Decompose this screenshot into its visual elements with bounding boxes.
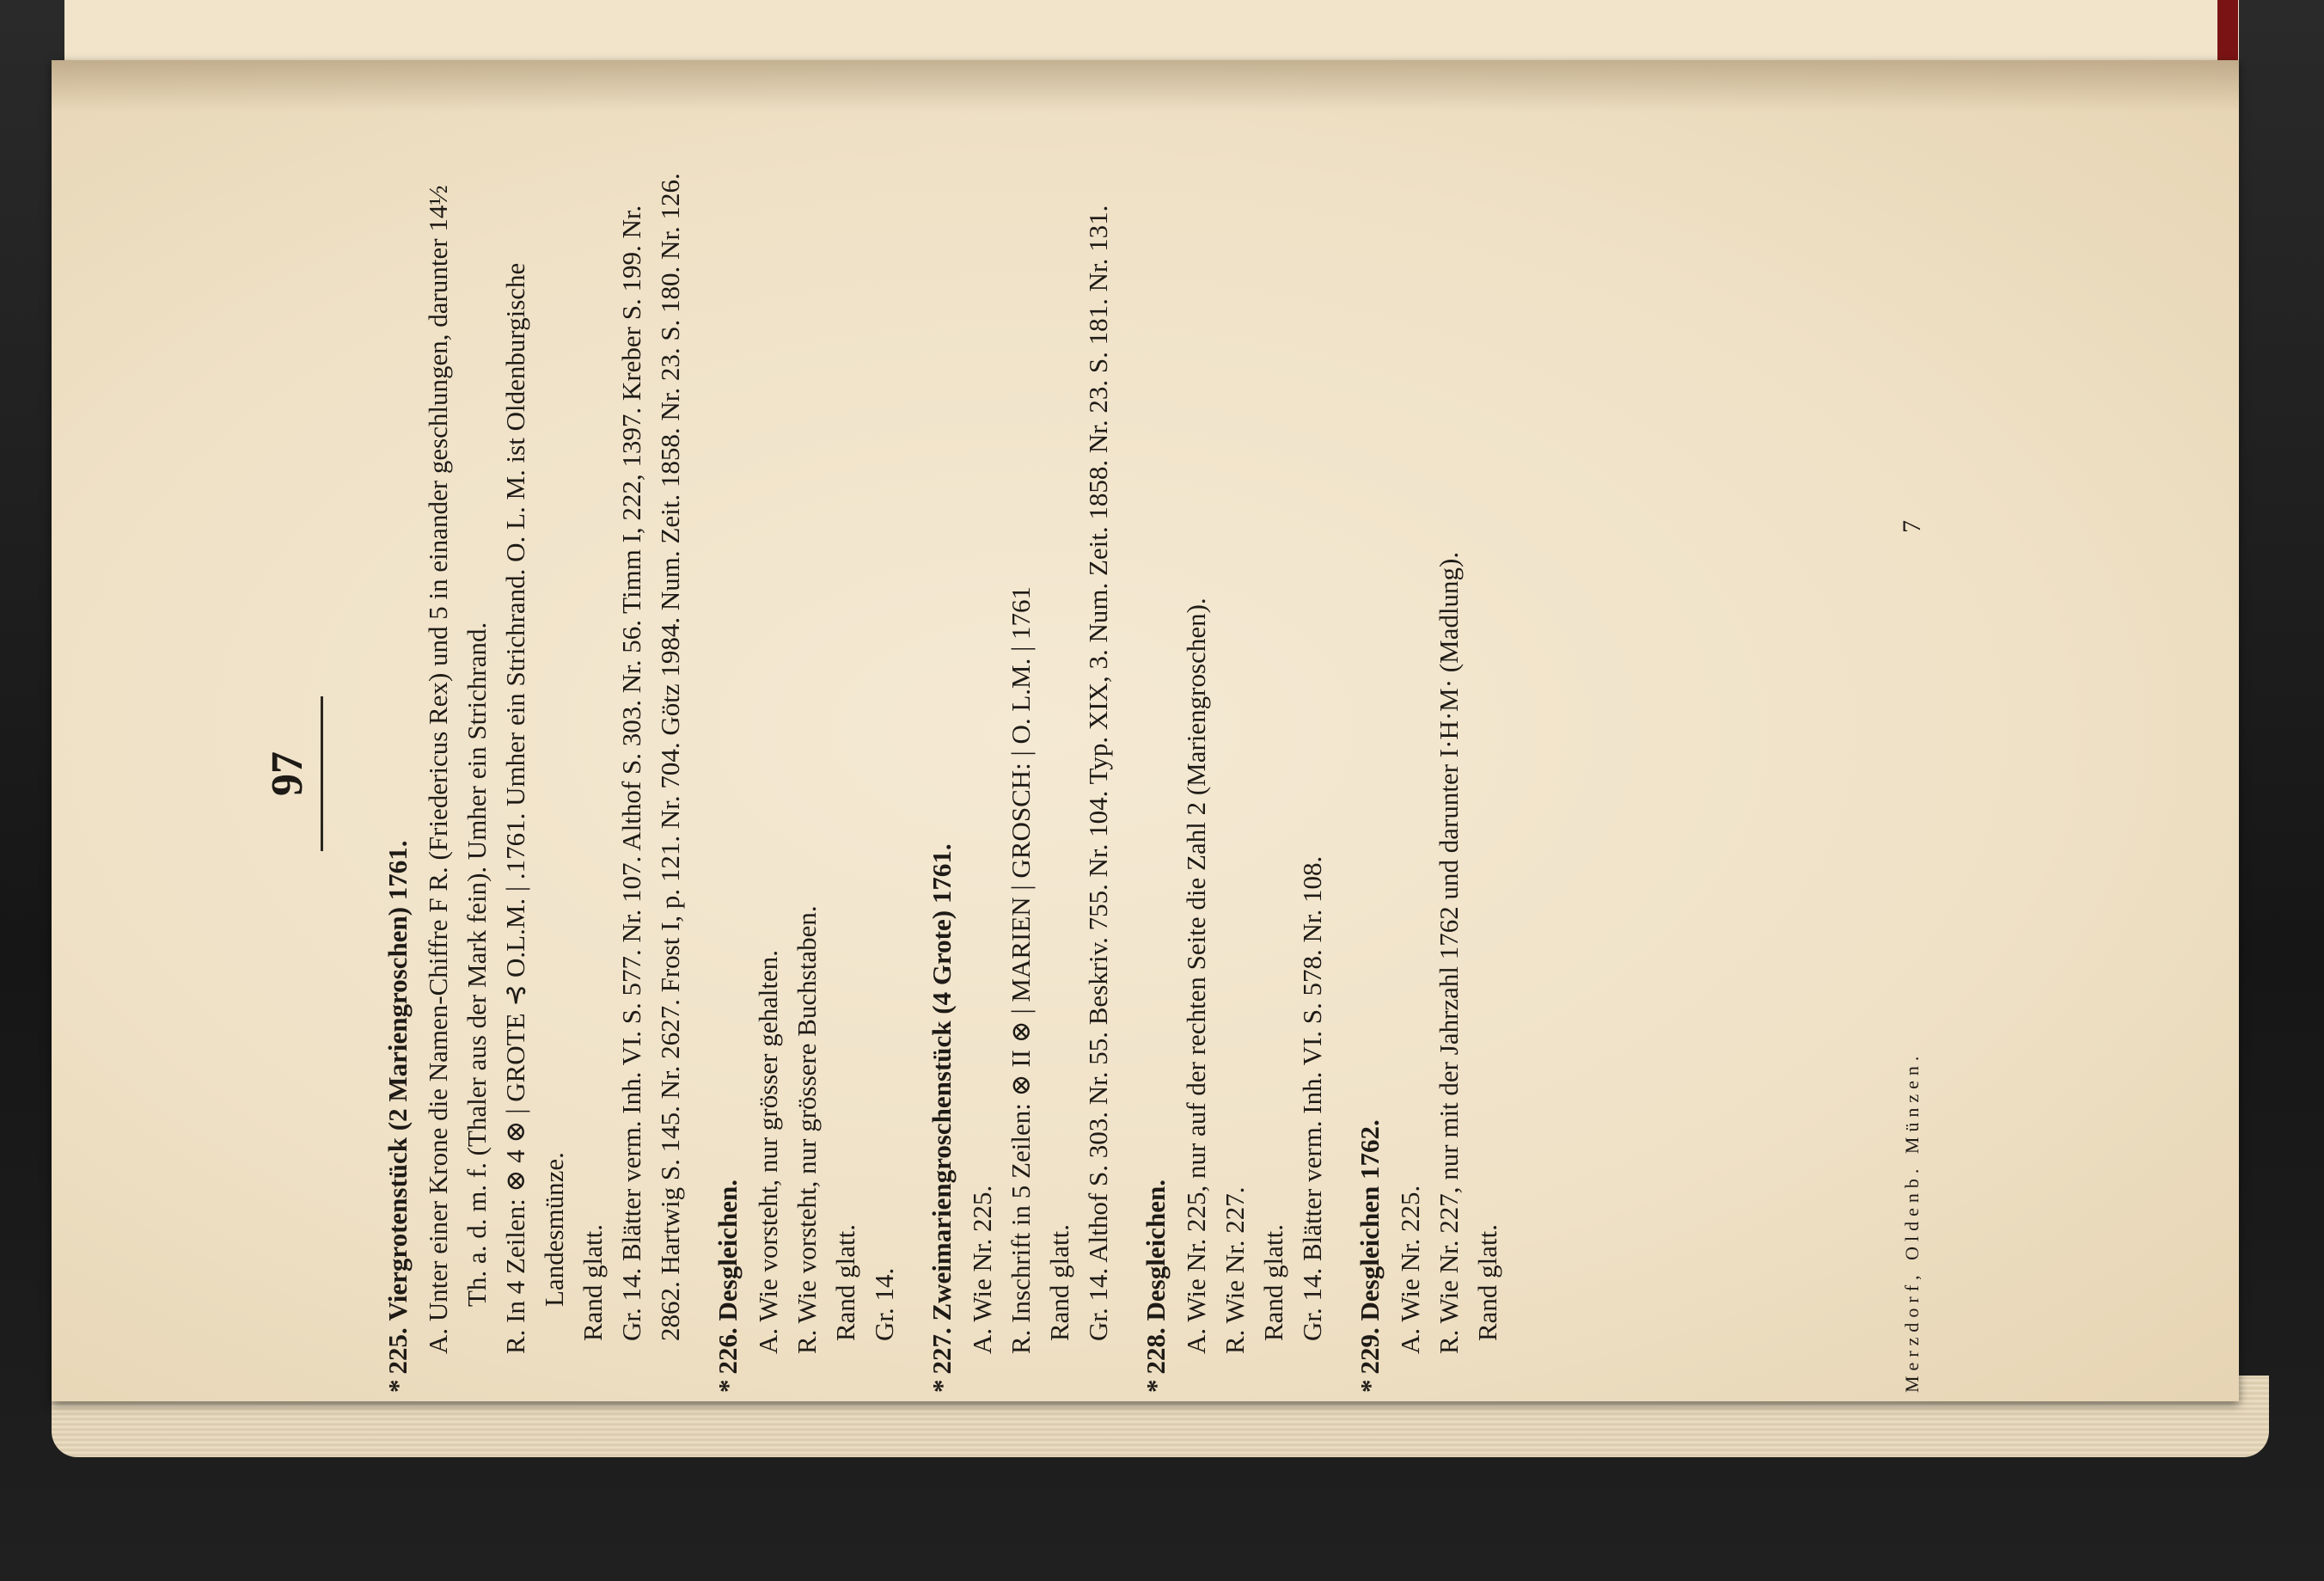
entry-star: * xyxy=(382,1379,413,1393)
entry-heading: Desgleichen. xyxy=(712,1180,743,1321)
entry-line-obverse: A. Wie Nr. 225. xyxy=(1395,1185,1425,1354)
entry-title xyxy=(1350,172,1389,1393)
header-rule xyxy=(321,696,323,851)
entry-number: 226. xyxy=(712,1327,743,1375)
entry-line-reverse: R. Wie vorsteht, nur grössere Buchstaben. xyxy=(792,905,822,1354)
entry-line-references: Gr. 14. xyxy=(869,1267,899,1341)
entry-heading: Desgleichen 1762. xyxy=(1355,1119,1385,1321)
sheet-number: 7 xyxy=(1898,520,1926,533)
entry-line-obverse: A. Wie vorsteht, nur grösser gehalten. xyxy=(753,950,783,1354)
entry-line-reverse: R. Wie Nr. 227, nur mit der Jahrzahl 1762 und darunter I·H·M· (Madlung). xyxy=(1434,551,1464,1354)
entry-title xyxy=(1136,172,1175,1393)
entry-line-obverse: A. Unter einer Krone die Namen-Chiffre F R. (Friedericus Rex) und 5 in einander geschlungen, darunter 14½ Th. a. d. m. f. (Thaler aus der Mark fein). Umher ein Strichrand. xyxy=(423,185,492,1354)
catalog-entry-229 xyxy=(1350,172,1507,1393)
entry-title xyxy=(378,172,417,1393)
entry-line-references: Gr. 14. Blätter verm. Inh. VI. S. 577. Nr. 107. Althof S. 303. Nr. 56. Timm I, 222, 1397. Kreber S. 199. Nr. 2862. Hartwig S. 145. Nr. 2627. Frost I, p. 121. Nr. 704. Götz 1984. Num. Zeit. 1858. Nr. 23. S. 180. Nr. 126. xyxy=(616,173,685,1341)
entry-number: 227. xyxy=(927,1327,957,1375)
rotated-text-frame xyxy=(262,155,1981,1393)
entry-line-obverse: A. Wie Nr. 225, nur auf der rechten Seite die Zahl 2 (Mariengroschen). xyxy=(1181,597,1211,1354)
catalog-entry-228 xyxy=(1136,172,1331,1393)
entry-line-edge: Rand glatt. xyxy=(1044,1223,1074,1341)
catalog-entries xyxy=(378,172,1526,1393)
entry-line-reverse: R. Inschrift in 5 Zeilen: ⊗ II ⊗ | MARIEN | GROSCH: | O. L.M. | 1761 xyxy=(1006,585,1036,1354)
entry-line-reverse: R. Wie Nr. 227. xyxy=(1220,1186,1250,1354)
entry-title xyxy=(922,172,961,1393)
entry-heading: Desgleichen. xyxy=(1141,1180,1171,1321)
page-gutter-shadow xyxy=(52,60,2239,112)
entry-line-reverse: R. In 4 Zeilen: ⊗ 4 ⊗ | GROTE ⊰ O.L.M. | .1761. Umher ein Strichrand. O. L. M. ist Oldenburgische Landesmünze. xyxy=(500,262,569,1354)
footer-signature: Merzdorf, Oldenb. Münzen. xyxy=(1901,1051,1923,1393)
entry-number: 225. xyxy=(382,1327,413,1375)
entry-line-edge: Rand glatt. xyxy=(830,1223,860,1341)
catalog-entry-227 xyxy=(922,172,1117,1393)
entry-line-edge: Rand glatt. xyxy=(578,1223,608,1341)
entry-star: * xyxy=(712,1379,743,1393)
page-number: 97 xyxy=(263,751,312,796)
entry-number: 228. xyxy=(1141,1327,1171,1375)
entry-star: * xyxy=(1355,1379,1385,1393)
entry-line-references: Gr. 14. Blätter verm. Inh. VI. S. 578. Nr. 108. xyxy=(1297,855,1327,1341)
entry-title xyxy=(708,172,747,1393)
catalog-entry-226 xyxy=(708,172,903,1393)
entry-line-obverse: A. Wie Nr. 225. xyxy=(967,1185,997,1354)
entry-star: * xyxy=(927,1379,957,1393)
entry-line-edge: Rand glatt. xyxy=(1472,1223,1502,1341)
entry-heading: Viergrotenstück (2 Mariengroschen) 1761. xyxy=(382,840,413,1321)
page-footer xyxy=(1899,155,1925,1393)
entry-star: * xyxy=(1141,1379,1171,1393)
catalog-entry-225 xyxy=(378,172,689,1393)
entry-number: 229. xyxy=(1355,1327,1385,1375)
entry-line-references: Gr. 14. Althof S. 303. Nr. 55. Beskriv. 755. Nr. 104. Typ. XIX, 3. Num. Zeit. 1858. Nr. 23. S. 181. Nr. 131. xyxy=(1083,205,1113,1341)
entry-heading: Zweimariengroschenstück (4 Grote) 1761. xyxy=(927,843,957,1321)
page-header xyxy=(262,155,323,1393)
entry-line-edge: Rand glatt. xyxy=(1258,1223,1288,1341)
